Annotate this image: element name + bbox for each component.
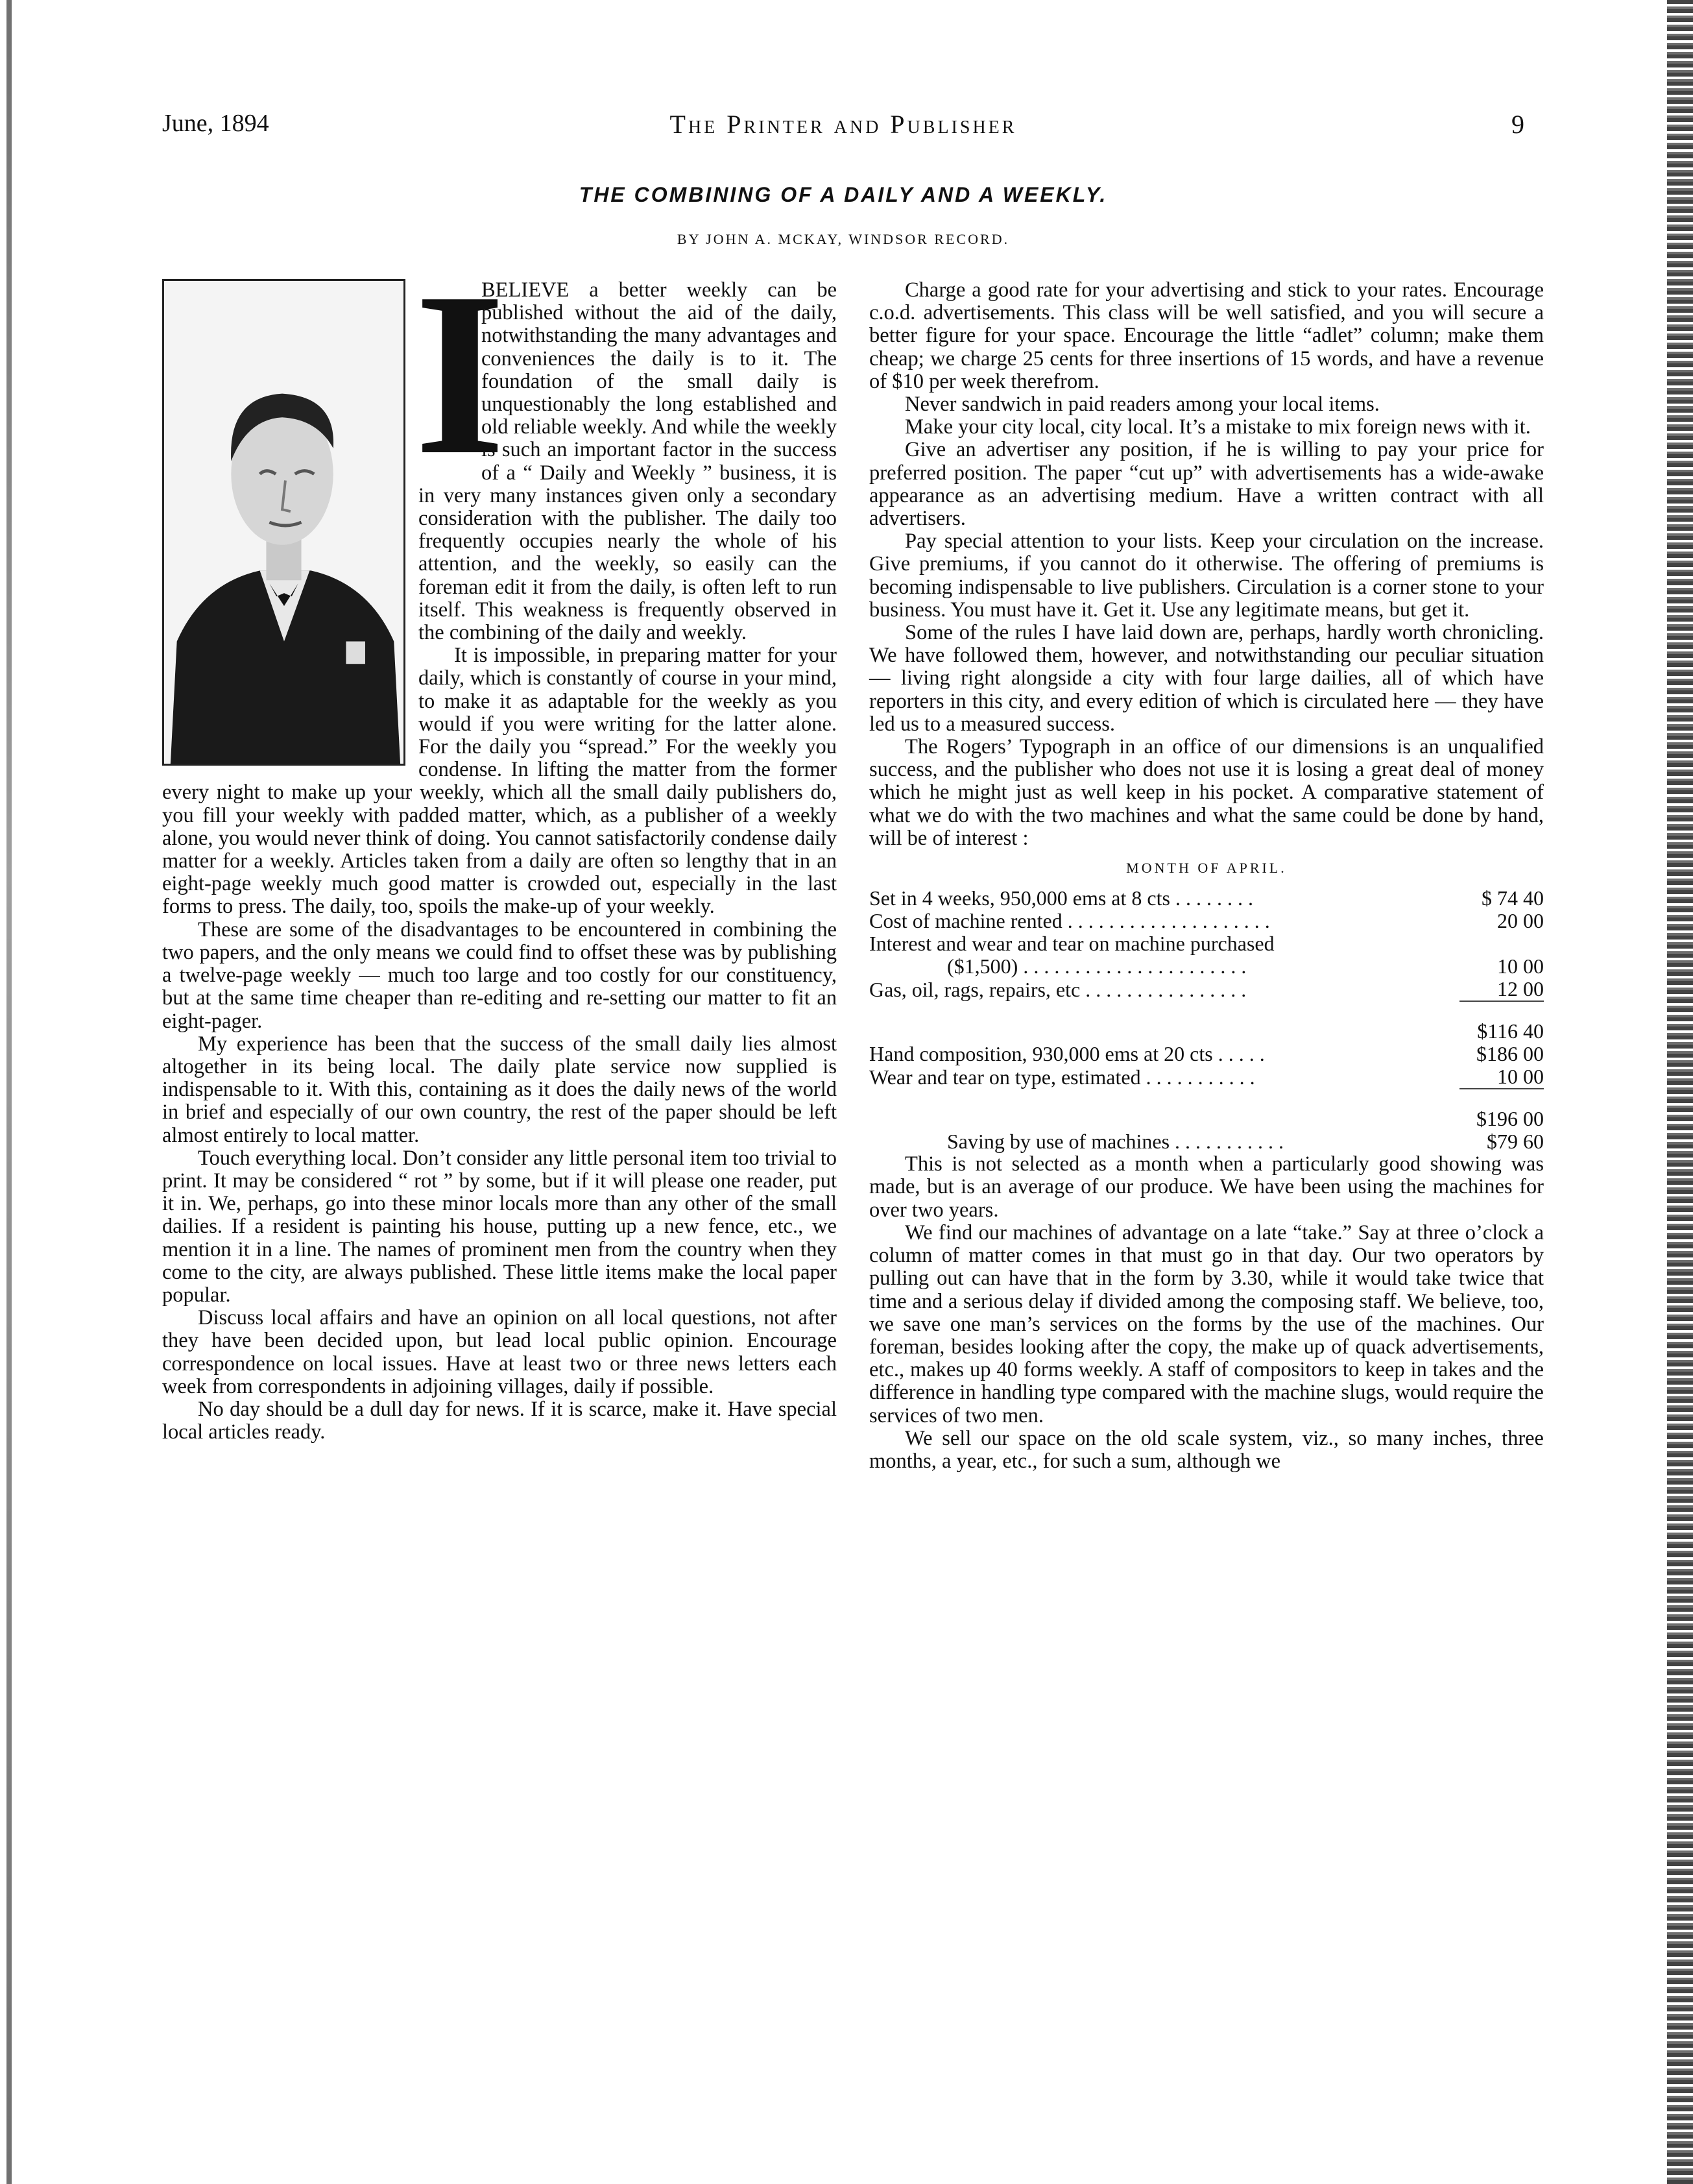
paragraph: Touch everything local. Don’t consider any little personal item too trivial to print. It may be considered “ rot ” by some, but if it will please one reader, put it in. We, perhaps, go into these minor locals more than any other of the small dailies. If a resident is painting his house, putting up a new fence, etc., we mention it in a line. The names of prominent men from the country when they come to the city, are always published. These little items make the local paper popular. <box>162 1146 837 1307</box>
issue-date: June, 1894 <box>162 110 269 137</box>
drop-cap: I <box>414 244 506 503</box>
cost-description: Wear and tear on type, estimated . . . . . . . . . . . <box>869 1065 1255 1089</box>
paragraph: Charge a good rate for your advertising and stick to your rates. Encourage c.o.d. advertisements. This class will be well satisfied, and you will secure a better figure for your space. Encourage the little “adlet” column; make them cheap; we charge 25 cents for three insertions of 15 words, and have a revenue of $10 per week therefrom. <box>869 278 1544 393</box>
paragraph: We find our machines of advantage on a late “take.” Say at three o’clock a column of matter comes in that must go in that day. Our two operators by pulling out can have that in the form by 3.30, while it would take twice that time and a serious delay if divided among the composing staff. We believe, too, we save one man’s services on the forms by the use of the machines. Our foreman, besides looking after the copy, the make up of quack advertisements, etc., makes up 40 forms weekly. A staff of compositors to keep in takes and the difference in handling type compared with the machine slugs, would require the services of two men. <box>869 1220 1544 1427</box>
cost-table-row <box>869 887 1544 910</box>
paragraph: This is not selected as a month when a particularly good showing was made, but is an average of our produce. We have been using the machines for over two years. <box>869 1152 1544 1222</box>
running-header <box>162 109 1524 148</box>
cost-description: Saving by use of machines . . . . . . . . . . . <box>947 1130 1284 1154</box>
cost-amount <box>1459 932 1544 955</box>
paragraph: No day should be a dull day for news. If it is scarce, make it. Have special local articles ready. <box>162 1397 837 1444</box>
cost-table <box>869 887 1544 1153</box>
cost-table-row <box>869 910 1544 932</box>
cost-table-row <box>869 1130 1544 1153</box>
portrait-illustration <box>164 281 403 764</box>
cost-amount: $116 40 <box>1459 1001 1544 1043</box>
cost-amount: $196 00 <box>1459 1089 1544 1130</box>
cost-table-row <box>869 955 1544 978</box>
scan-edge-right <box>1667 0 1693 2184</box>
cost-amount: 20 00 <box>1497 909 1544 933</box>
paragraph: Never sandwich in paid readers among your local items. <box>905 393 1380 417</box>
cost-description: ($1,500) . . . . . . . . . . . . . . . . . . . . . . <box>947 955 1247 978</box>
cost-table-row <box>869 932 1544 955</box>
paragraph: My experience has been that the success of the small daily lies almost altogether in its being local. The daily plate service now supplied is indispensable to it. With this, containing as it does the daily news of the world in brief and especially of our own country, the rest of the paper should be left almost entirely to local matter. <box>162 1032 837 1147</box>
journal-title: The Printer and Publisher <box>669 110 1017 139</box>
cost-amount: $186 00 <box>1476 1042 1544 1066</box>
cost-description <box>869 1001 1459 1043</box>
paragraph: It is impossible, in preparing matter for your daily, which is constantly of course in your mind, to make it as adaptable for the weekly as you would if you were writing for the latter alone. For the daily you “spread.” For the weekly you condense. In lifting the matter from the former every night to make up your weekly, which all the small daily publishers do, you fill your weekly with padded matter, which, as a publisher of a weekly alone, you would never think of doing. You cannot satisfactorily condense daily matter for a weekly. Articles taken from a daily are often so lengthy that in an eight-page weekly much good matter is crowded out, especially in the last forms to press. The daily, too, spoils the make-up of your weekly. <box>162 644 837 919</box>
cost-amount: 10 00 <box>1497 1065 1544 1089</box>
left-column <box>162 244 837 1444</box>
paragraph: Make your city local, city local. It’s a mistake to mix foreign news with it. <box>905 415 1531 439</box>
paragraph: Pay special attention to your lists. Keep your circulation on the increase. Give premiums, if you cannot do it otherwise. The offering of premiums is becoming indispensable to live publishers. Circulation is a corner stone to your business. You must have it. Get it. Use any legitimate means, but get it. <box>869 529 1544 622</box>
paragraph: Give an advertiser any position, if he is willing to pay your price for preferred position. The paper “cut up” with advertisements has a wide-awake appearance as an advertising medium. Have a written contract with all advertisers. <box>869 438 1544 531</box>
cost-description: Set in 4 weeks, 950,000 ems at 8 cts . . . . . . . . <box>869 887 1253 910</box>
paragraph: These are some of the disadvantages to be encountered in combining the two papers, and the only means we could find to offset these was by publishing a twelve-page weekly — much too large and too costly for our constituency, but at the same time cheaper than re-editing and re-setting our matter to fit an eight-pager. <box>162 917 837 1033</box>
article-byline: BY JOHN A. MCKAY, WINDSOR RECORD. <box>677 231 1010 247</box>
cost-amount: $ 74 40 <box>1482 886 1544 910</box>
cost-amount: 12 00 <box>1497 977 1544 1001</box>
cost-amount: 10 00 <box>1497 954 1544 978</box>
author-portrait <box>162 279 405 766</box>
cost-table-row <box>869 1001 1544 1043</box>
paragraph: BELIEVE a better weekly can be published without the aid of the daily, notwithstanding the many advantages and conveniences the daily is to it. The foundation of the small daily is unquestionably the long established and old reliable weekly. And while the weekly is such an important factor in the success of a “ Daily and Weekly ” business, it is in very many instances given only a secondary consideration with the publisher. The daily too frequently occupies nearly the whole of his attention, and the weekly, so easily can the foreman edit it from the daily, is often left to run itself. This weakness is frequently observed in the combining of the daily and weekly. <box>418 278 837 645</box>
cost-table-row <box>869 978 1544 1001</box>
cost-description <box>869 1089 1459 1130</box>
scan-edge-left <box>6 0 12 2184</box>
cost-table-row <box>869 1043 1544 1065</box>
cost-description: Hand composition, 930,000 ems at 20 cts . . . . . <box>869 1043 1265 1066</box>
cost-amount: $79 60 <box>1487 1130 1544 1154</box>
paragraph: We sell our space on the old scale system, viz., so many inches, three months, a year, etc., for such a sum, although we <box>869 1426 1544 1473</box>
cost-table-row <box>869 1089 1544 1130</box>
article-title: THE COMBINING OF A DAILY AND A WEEKLY. <box>579 183 1108 206</box>
cost-table-heading: MONTH OF APRIL. <box>1126 860 1287 877</box>
paragraph: The Rogers’ Typograph in an office of our dimensions is an unqualified success, and the publisher who does not use it is losing a great deal of money which he might just as well keep in his pocket. A comparative statement of what we do with the two machines and what the same could be done by hand, will be of interest : <box>869 735 1544 850</box>
cost-table-row <box>869 1065 1544 1089</box>
paragraph: Discuss local affairs and have an opinion on all local questions, not after they have been decided upon, but lead local public opinion. Encourage correspondence on local issues. Have at least two or three news letters each week from correspondents in adjoining villages, daily if possible. <box>162 1306 837 1398</box>
right-column <box>869 279 1544 1473</box>
paragraph: Some of the rules I have laid down are, perhaps, hardly worth chronicling. We have followed them, however, and notwithstanding our peculiar situation — living right alongside a city with four large dailies, all of which have reporters in this city, and every edition of which is circulated here — they have led us to a measured success. <box>869 621 1544 736</box>
page-number: 9 <box>1511 110 1524 139</box>
cost-description: Interest and wear and tear on machine purchased <box>869 932 1275 956</box>
cost-description: Cost of machine rented . . . . . . . . . . . . . . . . . . . . <box>869 910 1270 933</box>
cost-description: Gas, oil, rags, repairs, etc . . . . . . . . . . . . . . . . <box>869 978 1247 1002</box>
